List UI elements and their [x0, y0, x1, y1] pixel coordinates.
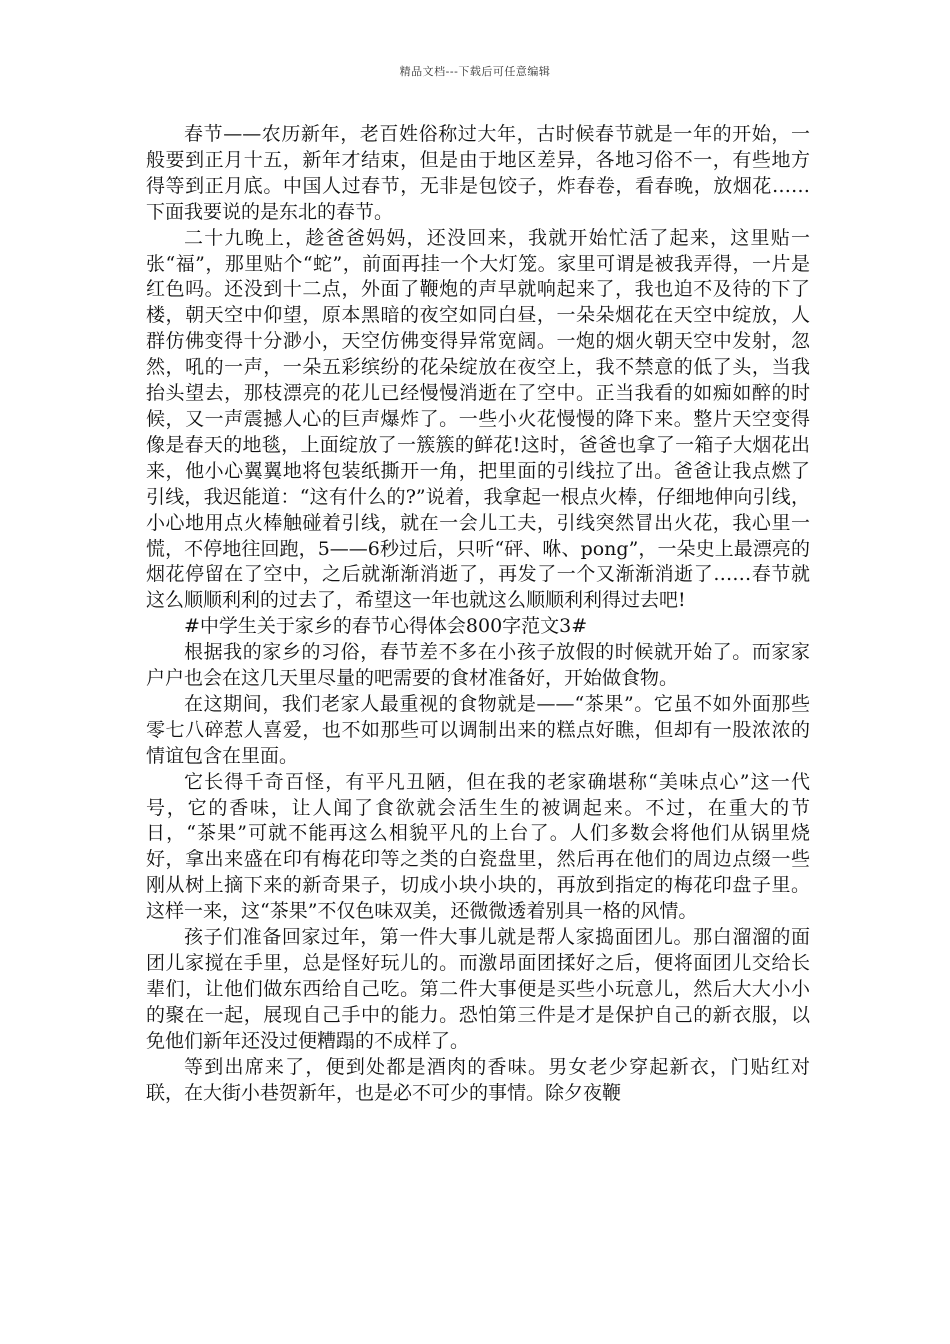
paragraph: 二十九晚上，趁爸爸妈妈，还没回来，我就开始忙活了起来，这里贴一张“福”，那里贴个“蛇”，前面再挂一个大灯笼。家里可谓是被我弄得，一片是红色吗。还没到十二点，外面了鞭炮的声早就响起来了，我也迫不及待的下了楼，朝天空中仰望，原本黑暗的夜空如同白昼，一朵朵烟花在天空中绽放，人群仿佛变得十分渺小，天空仿佛变得异常宽阔。一炮的烟火朝天空中发射，忽然，吼的一声，一朵五彩缤纷的花朵绽放在夜空上，我不禁意的低了头，当我抬头望去，那枝漂亮的花儿已经慢慢消逝在了空中。正当我看的如痴如醉的时候，又一声震撼人心的巨声爆炸了。一些小火花慢慢的降下来。整片天空变得像是春天的地毯，上面绽放了一簇簇的鲜花!这时，爸爸也拿了一箱子大烟花出来，他小心翼翼地将包装纸撕开一角，把里面的引线拉了出。爸爸让我点燃了引线，我迟能道：“这有什么的?”说着，我拿起一根点火棒，仔细地伸向引线，小心地用点火棒触碰着引线，就在一会儿工夫，引线突然冒出火花，我心里一慌，不停地往回跑，5——6秒过后，只听“砰、咻、pong”，一朵史上最漂亮的烟花停留在了空中，之后就渐渐消逝了，再发了一个又渐渐消逝了……春节就这么顺顺利利的过去了，希望这一年也就这么顺顺利利得过去吧!: [146, 226, 810, 612]
page-header: 精品文档---下载后可任意编辑: [399, 65, 551, 78]
paragraph: 根据我的家乡的习俗，春节差不多在小孩子放假的时候就开始了。而家家户户也会在这几天里尽量的吧需要的食材准备好，开始做食物。: [146, 641, 810, 690]
paragraph: 等到出席来了，便到处都是酒肉的香味。男女老少穿起新衣，门贴红对联，在大街小巷贺新年，也是必不可少的事情。除夕夜鞭: [146, 1055, 810, 1104]
paragraph: 孩子们准备回家过年，第一件大事儿就是帮人家捣面团儿。那白溜溜的面团儿家搅在手里，总是怪好玩儿的。而激昂面团揉好之后，便将面团儿交给长辈们，让他们做东西给自己吃。第二件大事便是买些小玩意儿，然后大大小小的聚在一起，展现自己手中的能力。恐怕第三件是才是保护自己的新衣服，以免他们新年还没过便糟蹋的不成样了。: [146, 926, 810, 1052]
document-body: [146, 122, 810, 1106]
section-heading: #中学生关于家乡的春节心得体会800字范文3#: [184, 615, 588, 638]
paragraph: 在这期间，我们老家人最重视的食物就是——“茶果”。它虽不如外面那些零七八碎惹人喜爱，也不如那些可以调制出来的糕点好瞧，但却有一股浓浓的情谊包含在里面。: [146, 692, 810, 767]
paragraph: 它长得千奇百怪，有平凡丑陋，但在我的老家确堪称“美味点心”这一代号，它的香味，让人闻了食欲就会活生生的被调起来。不过，在重大的节日，“茶果”可就不能再这么相貌平凡的上台了。人们多数会将他们从锅里烧好，拿出来盛在印有梅花印等之类的白瓷盘里，然后再在他们的周边点缀一些刚从树上摘下来的新奇果子，切成小块小块的，再放到指定的梅花印盘子里。这样一来，这“茶果”不仅色味双美，还微微透着别具一格的风情。: [146, 770, 810, 923]
paragraph: 春节——农历新年，老百姓俗称过大年，古时候春节就是一年的开始，一般要到正月十五，新年才结束，但是由于地区差异，各地习俗不一，有些地方得等到正月底。中国人过春节，无非是包饺子，炸春卷，看春晚，放烟花……下面我要说的是东北的春节。: [146, 123, 810, 223]
